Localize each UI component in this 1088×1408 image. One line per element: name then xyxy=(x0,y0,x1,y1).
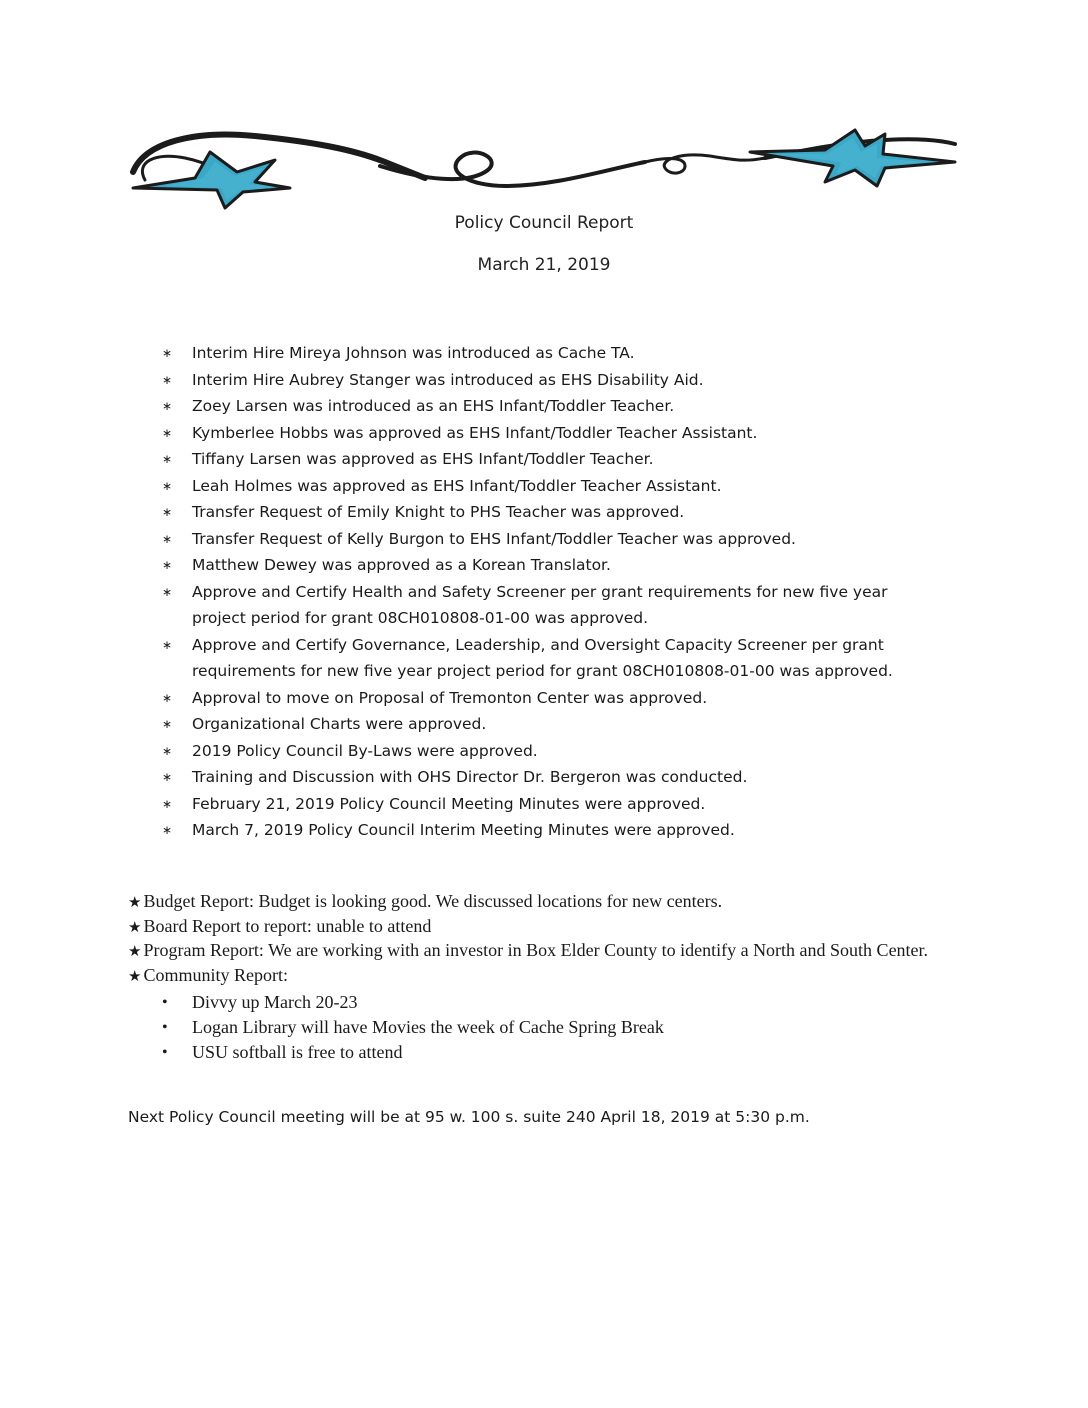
asterisk-bullet-icon: ∗ xyxy=(161,823,173,837)
community-report: ★ Community Report: xyxy=(128,964,288,985)
community-items-list xyxy=(128,990,958,1065)
asterisk-bullet-icon: ∗ xyxy=(161,743,173,758)
asterisk-bullet-icon: ∗ xyxy=(161,584,173,599)
asterisk-bullet-icon: ∗ xyxy=(161,690,173,705)
list-item: ∗ 2019 Policy Council By-Laws were approved. xyxy=(160,738,960,765)
reports-section xyxy=(128,890,958,1065)
asterisk-bullet-icon: ∗ xyxy=(161,346,173,360)
star-bullet-icon: ★ xyxy=(128,919,142,936)
list-item: ∗ Interim Hire Mireya Johnson was introduced as Cache TA. xyxy=(160,340,960,367)
report-date: March 21, 2019 xyxy=(477,255,611,275)
list-item: ∗ Approval to move on Proposal of Tremonton Center was approved. xyxy=(160,685,960,712)
asterisk-bullet-icon: ∗ xyxy=(161,558,173,572)
budget-report: ★ Budget Report: Budget is looking good. We discussed locations for new centers. xyxy=(128,891,723,911)
star-bullet-icon: ★ xyxy=(128,944,142,960)
asterisk-bullet-icon: ∗ xyxy=(161,637,173,652)
asterisk-bullet-icon: ∗ xyxy=(161,399,173,413)
list-item: ∗ Zoey Larsen was introduced as an EHS Infant/Toddler Teacher. xyxy=(160,393,960,420)
asterisk-bullet-icon: ∗ xyxy=(161,796,173,811)
report-title: Policy Council Report xyxy=(454,213,634,233)
list-item: ∗ Kymberlee Hobbs was approved as EHS Infant/Toddler Teacher Assistant. xyxy=(160,420,960,447)
asterisk-bullet-icon: ∗ xyxy=(161,531,173,546)
list-item: • USU softball is free to attend xyxy=(128,1040,958,1065)
list-item: ∗ Matthew Dewey was approved as a Korean Translator. xyxy=(160,552,960,579)
list-item: ∗ Tiffany Larsen was approved as EHS Infant/Toddler Teacher. xyxy=(160,446,960,473)
list-item: ∗ February 21, 2019 Policy Council Meeting Minutes were approved. xyxy=(160,791,960,818)
list-item: ∗ Approve and Certify Governance, Leadership, and Oversight Capacity Screener per grant requirements for new five year project period for grant 08CH010808-01-00 was approved. xyxy=(160,632,960,685)
list-item: ∗ Training and Discussion with OHS Director Dr. Bergeron was conducted. xyxy=(160,764,960,791)
asterisk-bullet-icon: ∗ xyxy=(161,770,173,784)
asterisk-bullet-icon: ∗ xyxy=(161,452,173,466)
program-report: ★ Program Report: We are working with an investor in Box Elder County to identify a North and South Center. xyxy=(128,940,929,960)
dot-bullet-icon: • xyxy=(162,1044,168,1061)
asterisk-bullet-icon: ∗ xyxy=(161,717,173,731)
asterisk-bullet-icon: ∗ xyxy=(161,505,173,519)
list-item: • Divvy up March 20-23 xyxy=(128,990,958,1015)
action-items-list xyxy=(160,340,960,844)
swirl-stars-banner-icon xyxy=(125,122,961,214)
list-item: ∗ Leah Holmes was approved as EHS Infant/Toddler Teacher Assistant. xyxy=(160,473,960,500)
list-item: ∗ Organizational Charts were approved. xyxy=(160,711,960,738)
list-item: ∗ March 7, 2019 Policy Council Interim Meeting Minutes were approved. xyxy=(160,817,960,844)
asterisk-bullet-icon: ∗ xyxy=(161,478,173,493)
dot-bullet-icon: • xyxy=(162,1019,168,1036)
list-item: ∗ Transfer Request of Emily Knight to PHS Teacher was approved. xyxy=(160,499,960,526)
list-item: • Logan Library will have Movies the week of Cache Spring Break xyxy=(128,1015,958,1040)
dot-bullet-icon: • xyxy=(162,994,168,1011)
next-meeting-note: Next Policy Council meeting will be at 95 w. 100 s. suite 240 April 18, 2019 at 5:30 p.m. xyxy=(128,1108,810,1126)
star-bullet-icon: ★ xyxy=(128,895,142,911)
list-item: ∗ Interim Hire Aubrey Stanger was introduced as EHS Disability Aid. xyxy=(160,367,960,394)
list-item: ∗ Approve and Certify Health and Safety Screener per grant requirements for new five year project period for grant 08CH010808-01-00 was approved. xyxy=(160,579,960,632)
star-bullet-icon: ★ xyxy=(128,968,142,985)
board-report: ★ Board Report to report: unable to attend xyxy=(128,915,432,936)
asterisk-bullet-icon: ∗ xyxy=(161,425,173,440)
list-item: ∗ Transfer Request of Kelly Burgon to EHS Infant/Toddler Teacher was approved. xyxy=(160,526,960,553)
asterisk-bullet-icon: ∗ xyxy=(161,372,173,387)
